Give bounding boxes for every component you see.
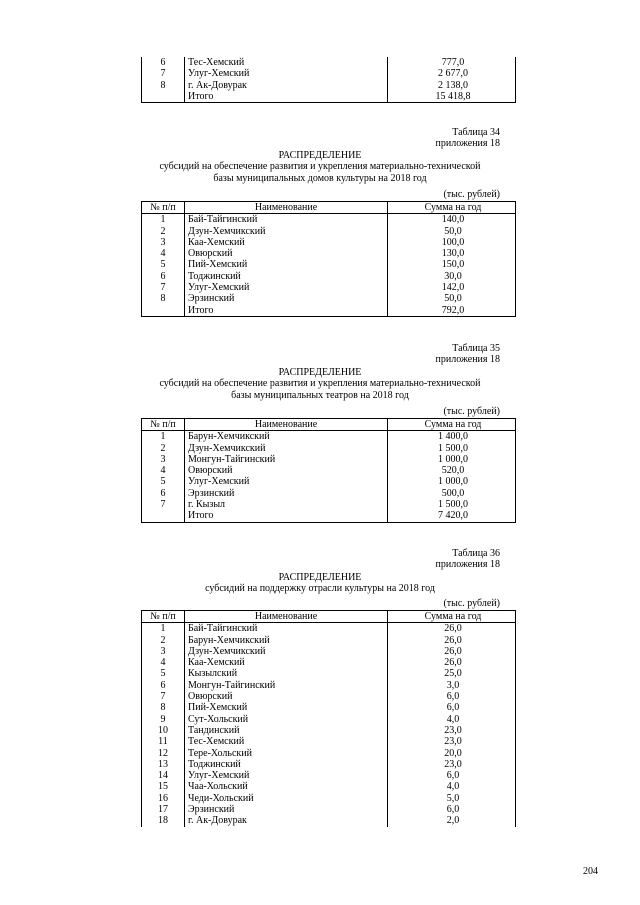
table35-subtitle-1: субсидий на обеспечение развития и укрепления материально-технической xyxy=(159,378,481,390)
row-sum: 1 400,0 xyxy=(388,431,516,443)
table-row xyxy=(142,759,516,770)
table-row xyxy=(142,702,516,713)
table34-units: (тыс. рублей) xyxy=(443,189,500,200)
row-sum: 23,0 xyxy=(388,725,516,736)
table34-appendix: приложения 18 xyxy=(435,138,500,150)
row-sum: 777,0 xyxy=(388,57,516,68)
row-number: 3 xyxy=(142,454,185,465)
header-number: № п/п xyxy=(142,611,185,623)
table-row xyxy=(142,680,516,691)
row-number: 6 xyxy=(142,680,185,691)
table35-heading: РАСПРЕДЕЛЕНИЕ xyxy=(278,367,362,378)
row-sum: 1 500,0 xyxy=(388,443,516,454)
table-row xyxy=(142,431,516,443)
row-sum: 2 677,0 xyxy=(388,68,516,79)
row-sum: 1 500,0 xyxy=(388,499,516,510)
row-sum: 26,0 xyxy=(388,623,516,635)
row-name: Пий-Хемский xyxy=(185,702,388,713)
table-row xyxy=(142,237,516,248)
row-name: Эрзинский xyxy=(185,804,388,815)
row-number: 6 xyxy=(142,271,185,282)
table-row xyxy=(142,488,516,499)
row-sum: 5,0 xyxy=(388,793,516,804)
row-sum: 23,0 xyxy=(388,736,516,747)
row-name: Тес-Хемский xyxy=(185,736,388,747)
row-name: Тоджинский xyxy=(185,271,388,282)
row-name: Овюрский xyxy=(185,691,388,702)
table-row xyxy=(142,748,516,759)
row-sum: 140,0 xyxy=(388,214,516,226)
table-row xyxy=(142,623,516,635)
row-name: г. Кызыл xyxy=(185,499,388,510)
row-sum: 26,0 xyxy=(388,646,516,657)
header-sum: Сумма на год xyxy=(388,419,516,431)
page-number: 204 xyxy=(583,866,598,877)
table-row xyxy=(142,57,516,68)
row-sum: 7 420,0 xyxy=(388,510,516,522)
row-name: Тере-Хольский xyxy=(185,748,388,759)
row-number: 2 xyxy=(142,635,185,646)
table-row xyxy=(142,770,516,781)
table36-caption xyxy=(300,548,500,571)
table34-title-block xyxy=(120,150,520,184)
table-row xyxy=(142,510,516,522)
table-row xyxy=(142,305,516,317)
row-sum: 520,0 xyxy=(388,465,516,476)
table-row xyxy=(142,635,516,646)
row-name: Каа-Хемский xyxy=(185,237,388,248)
row-name: Улуг-Хемский xyxy=(185,476,388,487)
row-number: 13 xyxy=(142,759,185,770)
row-number: 15 xyxy=(142,781,185,792)
table-header-row xyxy=(142,611,516,623)
row-sum: 26,0 xyxy=(388,635,516,646)
row-name: Итого xyxy=(185,91,388,103)
table-row xyxy=(142,725,516,736)
row-number xyxy=(142,510,185,522)
row-number: 18 xyxy=(142,815,185,826)
header-sum: Сумма на год xyxy=(388,202,516,214)
row-name: Улуг-Хемский xyxy=(185,770,388,781)
table-row xyxy=(142,226,516,237)
row-number: 12 xyxy=(142,748,185,759)
table-row xyxy=(142,476,516,487)
row-sum: 4,0 xyxy=(388,714,516,725)
row-number: 8 xyxy=(142,293,185,304)
row-sum: 2,0 xyxy=(388,815,516,826)
table36-subtitle-1: субсидий на поддержку отрасли культуры на 2018 год xyxy=(205,583,435,595)
table34-number: Таблица 34 xyxy=(452,127,500,138)
row-name: г. Ак-Довурак xyxy=(185,815,388,826)
table-row xyxy=(142,282,516,293)
table34-caption xyxy=(300,127,500,150)
table34-subtitle-2: базы муниципальных домов культуры на 2018 год xyxy=(213,172,427,184)
row-name: Дзун-Хемчикский xyxy=(185,443,388,454)
table35-subtitle-2: базы муниципальных театров на 2018 год xyxy=(231,389,409,401)
header-number: № п/п xyxy=(142,202,185,214)
row-name: Эрзинский xyxy=(185,293,388,304)
table-row xyxy=(142,454,516,465)
row-number: 2 xyxy=(142,443,185,454)
row-name: Дзун-Хемчикский xyxy=(185,226,388,237)
table-row xyxy=(142,657,516,668)
table-row xyxy=(142,91,516,103)
row-number: 5 xyxy=(142,259,185,270)
header-name: Наименование xyxy=(185,611,388,623)
row-number: 7 xyxy=(142,691,185,702)
table35-units: (тыс. рублей) xyxy=(443,406,500,417)
row-number: 7 xyxy=(142,499,185,510)
table36-appendix: приложения 18 xyxy=(435,559,500,571)
row-number: 14 xyxy=(142,770,185,781)
table-header-row xyxy=(142,202,516,214)
row-sum: 4,0 xyxy=(388,781,516,792)
row-name: Пий-Хемский xyxy=(185,259,388,270)
row-number xyxy=(142,91,185,103)
row-name: Барун-Хемчикский xyxy=(185,431,388,443)
row-number: 3 xyxy=(142,237,185,248)
table35 xyxy=(141,418,516,523)
table-row xyxy=(142,293,516,304)
table-row xyxy=(142,259,516,270)
table35-appendix: приложения 18 xyxy=(435,354,500,366)
table-row xyxy=(142,68,516,79)
row-sum: 130,0 xyxy=(388,248,516,259)
row-sum: 50,0 xyxy=(388,226,516,237)
row-sum: 500,0 xyxy=(388,488,516,499)
row-sum: 15 418,8 xyxy=(388,91,516,103)
row-number: 5 xyxy=(142,668,185,679)
table-row xyxy=(142,714,516,725)
row-number: 7 xyxy=(142,68,185,79)
row-number: 3 xyxy=(142,646,185,657)
table-row xyxy=(142,781,516,792)
row-sum: 26,0 xyxy=(388,657,516,668)
row-sum: 50,0 xyxy=(388,293,516,304)
row-sum: 6,0 xyxy=(388,702,516,713)
row-number: 8 xyxy=(142,702,185,713)
table36-units: (тыс. рублей) xyxy=(443,598,500,609)
row-name: Дзун-Хемчикский xyxy=(185,646,388,657)
row-number: 11 xyxy=(142,736,185,747)
row-number: 5 xyxy=(142,476,185,487)
row-number: 16 xyxy=(142,793,185,804)
table34-subtitle-1: субсидий на обеспечение развития и укрепления материально-технической xyxy=(159,161,481,173)
table36-number: Таблица 36 xyxy=(452,548,500,559)
table-header-row xyxy=(142,419,516,431)
row-sum: 100,0 xyxy=(388,237,516,248)
row-number: 6 xyxy=(142,488,185,499)
row-sum: 30,0 xyxy=(388,271,516,282)
row-sum: 6,0 xyxy=(388,691,516,702)
table-row xyxy=(142,248,516,259)
row-name: Кызылский xyxy=(185,668,388,679)
table-row xyxy=(142,804,516,815)
row-sum: 150,0 xyxy=(388,259,516,270)
row-name: Барун-Хемчикский xyxy=(185,635,388,646)
header-sum: Сумма на год xyxy=(388,611,516,623)
row-name: Овюрский xyxy=(185,465,388,476)
row-name: Итого xyxy=(185,510,388,522)
table36-title-block xyxy=(120,572,520,595)
row-number: 7 xyxy=(142,282,185,293)
table36-heading: РАСПРЕДЕЛЕНИЕ xyxy=(278,572,362,583)
row-name: Улуг-Хемский xyxy=(185,68,388,79)
row-sum: 792,0 xyxy=(388,305,516,317)
table-row xyxy=(142,793,516,804)
row-name: Чеди-Хольский xyxy=(185,793,388,804)
row-name: Тес-Хемский xyxy=(185,57,388,68)
header-name: Наименование xyxy=(185,202,388,214)
row-sum: 6,0 xyxy=(388,804,516,815)
row-number: 10 xyxy=(142,725,185,736)
row-sum: 2 138,0 xyxy=(388,80,516,91)
table-row xyxy=(142,815,516,826)
row-number: 6 xyxy=(142,57,185,68)
row-number xyxy=(142,305,185,317)
row-sum: 6,0 xyxy=(388,770,516,781)
row-name: Тоджинский xyxy=(185,759,388,770)
row-number: 4 xyxy=(142,248,185,259)
table-row xyxy=(142,443,516,454)
table-row xyxy=(142,646,516,657)
row-name: Монгун-Тайгинский xyxy=(185,680,388,691)
row-name: г. Ак-Довурак xyxy=(185,80,388,91)
row-number: 1 xyxy=(142,214,185,226)
header-name: Наименование xyxy=(185,419,388,431)
table-row xyxy=(142,214,516,226)
row-name: Эрзинский xyxy=(185,488,388,499)
row-number: 8 xyxy=(142,80,185,91)
table-row xyxy=(142,736,516,747)
row-sum: 23,0 xyxy=(388,759,516,770)
row-name: Улуг-Хемский xyxy=(185,282,388,293)
table-row xyxy=(142,499,516,510)
row-name: Тандинский xyxy=(185,725,388,736)
row-sum: 3,0 xyxy=(388,680,516,691)
table-row xyxy=(142,668,516,679)
row-sum: 20,0 xyxy=(388,748,516,759)
table35-title-block xyxy=(120,367,520,401)
table34-heading: РАСПРЕДЕЛЕНИЕ xyxy=(278,150,362,161)
table-row xyxy=(142,80,516,91)
row-sum: 1 000,0 xyxy=(388,476,516,487)
row-sum: 142,0 xyxy=(388,282,516,293)
row-number: 4 xyxy=(142,657,185,668)
row-sum: 1 000,0 xyxy=(388,454,516,465)
row-number: 9 xyxy=(142,714,185,725)
row-number: 1 xyxy=(142,431,185,443)
row-number: 1 xyxy=(142,623,185,635)
row-name: Овюрский xyxy=(185,248,388,259)
row-name: Каа-Хемский xyxy=(185,657,388,668)
row-name: Сут-Хольский xyxy=(185,714,388,725)
row-number: 4 xyxy=(142,465,185,476)
continuation-table xyxy=(141,57,516,103)
table34 xyxy=(141,201,516,317)
row-name: Чаа-Хольский xyxy=(185,781,388,792)
row-name: Бай-Тайгинский xyxy=(185,623,388,635)
row-number: 17 xyxy=(142,804,185,815)
table-row xyxy=(142,271,516,282)
table-row xyxy=(142,691,516,702)
table35-number: Таблица 35 xyxy=(452,343,500,354)
row-sum: 25,0 xyxy=(388,668,516,679)
row-name: Бай-Тайгинский xyxy=(185,214,388,226)
row-name: Итого xyxy=(185,305,388,317)
table-row xyxy=(142,465,516,476)
row-name: Монгун-Тайгинский xyxy=(185,454,388,465)
row-number: 2 xyxy=(142,226,185,237)
header-number: № п/п xyxy=(142,419,185,431)
table36 xyxy=(141,610,516,827)
table35-caption xyxy=(300,343,500,366)
